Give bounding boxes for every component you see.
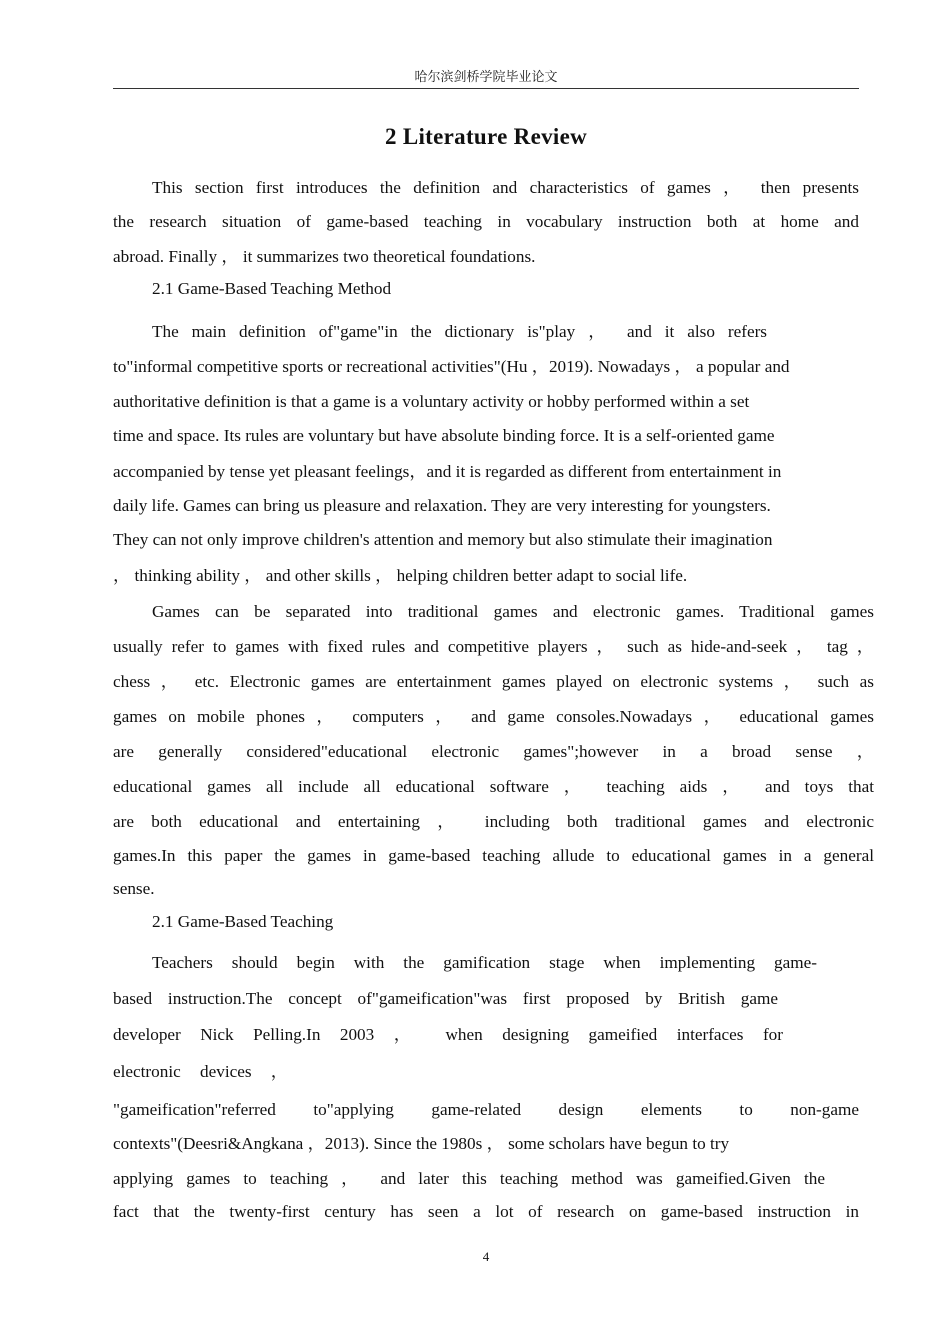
text-line: They can not only improve children's attention and memory but also stimulate their imagination — [113, 530, 773, 549]
section-heading: 2.1 Game-Based Teaching — [152, 912, 334, 931]
text-line: are generally considered"educational electronic games";however in a broad sense ， — [113, 742, 874, 761]
text-line: developer Nick Pelling.In 2003 ， when designing gameified interfaces for — [113, 1025, 783, 1044]
text-line: to"informal competitive sports or recreational activities"(Hu ，2019). Nowadays ， a popular and — [113, 357, 790, 376]
text-line: educational games all include all educational software ， teaching aids ， and toys that — [113, 777, 874, 796]
page-number: 4 — [482, 1249, 490, 1264]
text-line: fact that the twenty-first century has seen a lot of research on game-based instruction in — [113, 1202, 859, 1221]
text-line: daily life. Games can bring us pleasure and relaxation. They are very interesting for youngsters. — [113, 496, 771, 515]
text-line: applying games to teaching ， and later this teaching method was gameified.Given the — [113, 1169, 825, 1188]
text-line: The main definition of"game"in the dictionary is"play ， and it also refers — [152, 322, 767, 341]
text-line: are both educational and entertaining ， including both traditional games and electronic — [113, 812, 874, 831]
text-line: authoritative definition is that a game is a voluntary activity or hobby performed within a set — [113, 392, 750, 411]
text-line: Games can be separated into traditional games and electronic games. Traditional games — [152, 602, 874, 621]
text-line: usually refer to games with fixed rules and competitive players ， such as hide-and-seek ， tag ， — [113, 637, 874, 656]
text-line: Teachers should begin with the gamification stage when implementing game- — [152, 953, 817, 972]
page-header: 哈尔滨剑桥学院毕业论文 — [414, 70, 558, 85]
text-line: chess ， etc. Electronic games are entertainment games played on electronic systems ， such as — [113, 672, 874, 691]
text-line: time and space. Its rules are voluntary but have absolute binding force. It is a self-oriented game — [113, 426, 775, 445]
text-line: contexts"(Deesri&Angkana ，2013). Since the 1980s ， some scholars have begun to try — [113, 1134, 730, 1153]
header-rule — [113, 88, 859, 89]
text-line: games.In this paper the games in game-based teaching allude to educational games in a general — [113, 846, 874, 865]
text-line: sense. — [113, 879, 155, 898]
text-line: games on mobile phones ， computers ， and game consoles.Nowadays ， educational games — [113, 707, 874, 726]
text-line: the research situation of game-based teaching in vocabulary instruction both at home and — [113, 212, 859, 231]
text-line: "gameification"referred to"applying game-related design elements to non-game — [113, 1100, 859, 1119]
text-line: ， thinking ability ， and other skills ， helping children better adapt to social life. — [113, 566, 688, 585]
chapter-title: 2 Literature Review — [385, 124, 587, 149]
text-line: This section first introduces the definition and characteristics of games ， then presents — [152, 178, 859, 197]
text-line: electronic devices ， — [113, 1062, 288, 1081]
text-line: abroad. Finally ， it summarizes two theoretical foundations. — [113, 247, 536, 266]
section-heading: 2.1 Game-Based Teaching Method — [152, 279, 392, 298]
text-line: accompanied by tense yet pleasant feelings，and it is regarded as different from entertainment in — [113, 462, 782, 481]
text-line: based instruction.The concept of"gameification"was first proposed by British game — [113, 989, 778, 1008]
